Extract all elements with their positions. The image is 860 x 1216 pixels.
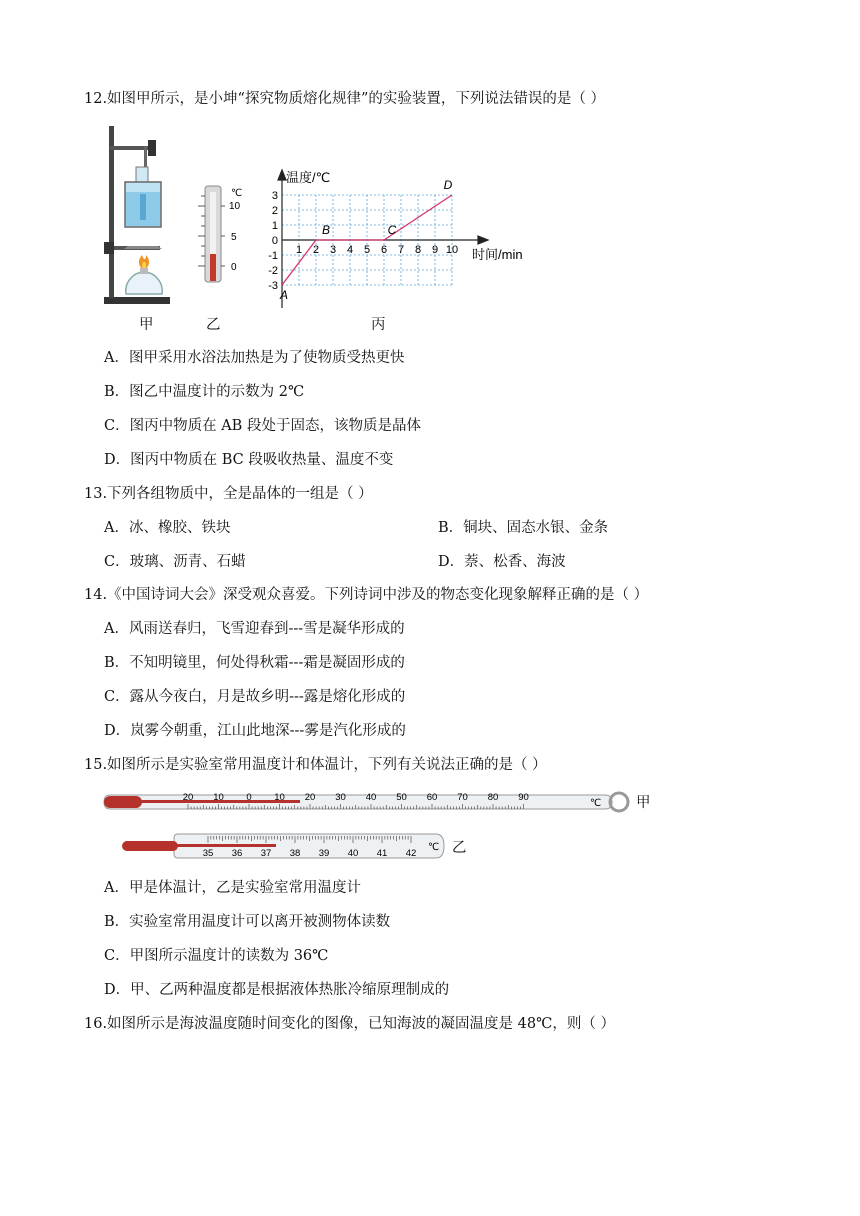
point-label-d: D	[443, 178, 453, 192]
thermo-unit: ℃	[231, 188, 243, 199]
y-tick-label: 2	[271, 205, 278, 217]
body-scale-label: 42	[405, 848, 417, 859]
q16-stem: 16.如图所示是海波温度随时间变化的图像，已知海波的凝固温度是 48℃，则（ ）	[84, 1016, 615, 1032]
lab-scale-label: 10	[213, 792, 224, 803]
lab-scale-label: 20	[304, 792, 316, 803]
q15-option-d[interactable]: D．甲、乙两种温度都是根据液体热胀冷缩原理制成的	[104, 982, 450, 998]
q15-option-b[interactable]: B．实验室常用温度计可以离开被测物体读数	[104, 914, 391, 930]
body-scale-label: 39	[318, 848, 330, 859]
lab-scale-label: 30	[335, 792, 346, 803]
q12-option-d[interactable]: D．图丙中物质在 BC 段吸收热量、温度不变	[104, 452, 394, 468]
point-label-a: A	[279, 288, 289, 302]
point-label-b: B	[321, 223, 331, 237]
q15-stem: 15.如图所示是实验室常用温度计和体温计，下列有关说法正确的是（ ）	[84, 757, 547, 773]
q13-option-c[interactable]: C．玻璃、沥青、石蜡	[104, 554, 246, 570]
x-tick-label: 10	[445, 244, 459, 256]
y-tick-label: -3	[268, 280, 278, 292]
body-scale-label: 38	[289, 848, 301, 859]
body-scale-label: 40	[347, 848, 359, 859]
chart-y-ticks	[268, 190, 278, 292]
lab-scale-label: 40	[365, 792, 377, 803]
thermo-tick-5: 5	[231, 232, 237, 243]
lab-scale-label: 70	[457, 792, 468, 803]
chart-axes	[278, 170, 488, 308]
lab-scale-label: 50	[396, 792, 407, 803]
x-tick-label: 9	[431, 244, 439, 256]
body-thermo-unit: ℃	[428, 842, 440, 853]
label-jia: 甲	[139, 317, 154, 333]
chart-ylabel: 温度/℃	[286, 170, 331, 185]
x-tick-label: 4	[346, 244, 354, 256]
lab-scale-label: 80	[487, 792, 499, 803]
lab-thermo-unit: ℃	[590, 798, 602, 809]
q12-option-c[interactable]: C．图丙中物质在 AB 段处于固态，该物质是晶体	[104, 418, 421, 434]
body-scale-label: 35	[202, 848, 214, 859]
q14-option-d[interactable]: D．岚雾今朝重，江山此地深---雾是汽化形成的	[104, 723, 406, 739]
chart-xlabel: 时间/min	[472, 247, 523, 262]
body-thermo-label: 乙	[452, 840, 467, 856]
x-tick-label: 5	[363, 244, 371, 256]
q14-stem: 14.《中国诗词大会》深受观众喜爱。下列诗词中涉及的物态变化现象解释正确的是（ ）	[84, 587, 649, 603]
melting-chart	[262, 160, 538, 310]
y-tick-label: -2	[268, 265, 278, 277]
thermometer-figure	[195, 184, 255, 286]
lab-scale-label: 60	[426, 792, 438, 803]
apparatus-figure	[96, 122, 178, 307]
lab-scale-label: 10	[274, 792, 285, 803]
q15-option-c[interactable]: C．甲图所示温度计的读数为 36℃	[104, 948, 329, 964]
body-thermometer	[118, 830, 450, 862]
q14-option-a[interactable]: A．风雨送春归，飞雪迎春到---雪是凝华形成的	[104, 621, 405, 637]
lab-scale-label: 0	[246, 792, 252, 803]
q13-option-d[interactable]: D．萘、松香、海波	[438, 554, 566, 570]
y-tick-label: 0	[271, 235, 278, 247]
point-label-c: C	[387, 223, 397, 237]
q14-option-b[interactable]: B．不知明镜里，何处得秋霜---霜是凝固形成的	[104, 655, 405, 671]
q13-stem: 13.下列各组物质中，全是晶体的一组是（ ）	[84, 486, 373, 502]
lab-thermo-label: 甲	[636, 795, 651, 811]
x-tick-label: 8	[414, 244, 422, 256]
lab-thermometer	[100, 788, 660, 818]
y-tick-label: 1	[271, 220, 278, 232]
x-tick-label: 2	[312, 244, 320, 256]
q12-option-a[interactable]: A．图甲采用水浴法加热是为了使物质受热更快	[104, 350, 405, 366]
x-tick-label: 3	[329, 244, 337, 256]
q12-option-b[interactable]: B．图乙中温度计的示数为 2℃	[104, 384, 305, 400]
y-tick-label: 3	[271, 190, 278, 202]
label-yi: 乙	[206, 317, 221, 333]
x-tick-label: 6	[380, 244, 388, 256]
body-scale-label: 41	[376, 848, 388, 859]
q12-stem: 12.如图甲所示，是小坤“探究物质熔化规律”的实验装置，下列说法错误的是（ ）	[84, 91, 605, 107]
q13-option-a[interactable]: A．冰、橡胶、铁块	[104, 520, 231, 536]
lab-scale-label: 20	[182, 792, 194, 803]
lab-scale-label: 90	[518, 792, 529, 803]
x-tick-label: 7	[397, 244, 405, 256]
thermo-tick-10: 10	[229, 201, 241, 212]
label-bing: 丙	[371, 317, 386, 333]
body-scale-label: 37	[260, 848, 272, 859]
body-scale-label: 36	[231, 848, 243, 859]
thermo-tick-0: 0	[231, 262, 237, 273]
x-tick-label: 1	[295, 244, 303, 256]
y-tick-label: -1	[268, 250, 278, 262]
chart-x-ticks	[296, 244, 458, 256]
q14-option-c[interactable]: C．露从今夜白，月是故乡明---露是熔化形成的	[104, 689, 406, 705]
q13-option-b[interactable]: B．铜块、固态水银、金条	[438, 520, 609, 536]
q15-option-a[interactable]: A．甲是体温计，乙是实验室常用温度计	[104, 880, 361, 896]
